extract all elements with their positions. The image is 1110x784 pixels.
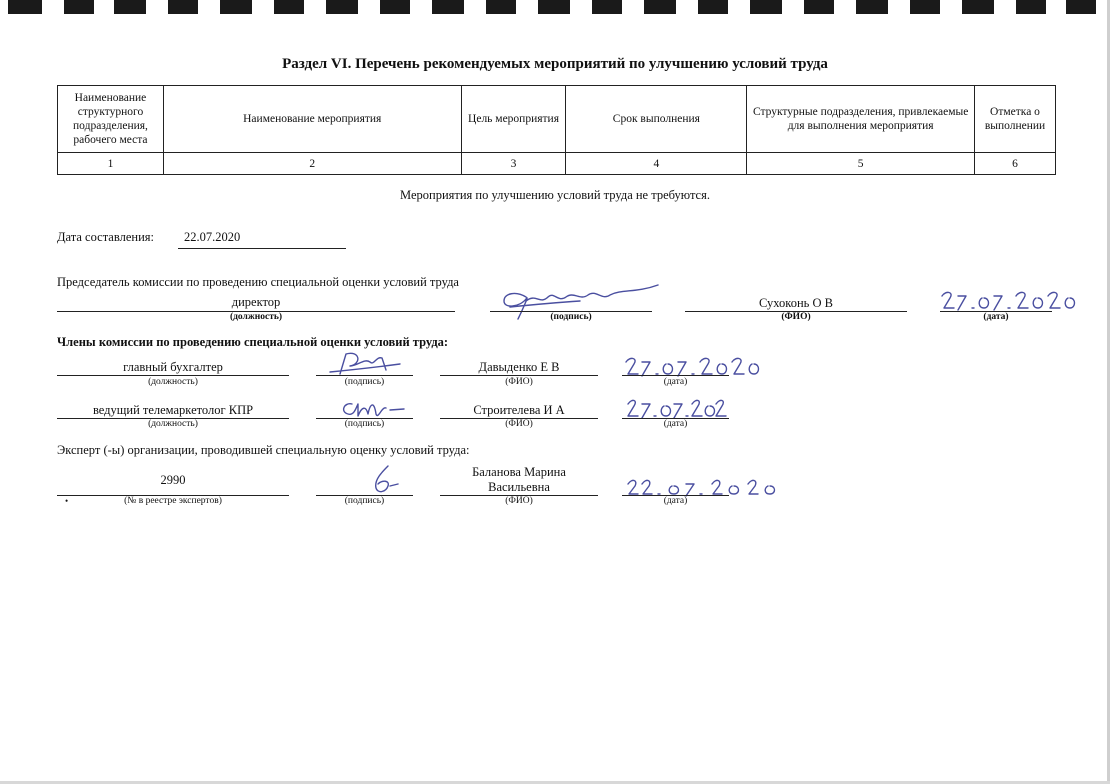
caption-position: (должность) bbox=[148, 419, 198, 429]
header-cell: Структурные подразделения, привлекаемые для выполнения мероприятия bbox=[747, 86, 975, 153]
chairman-heading: Председатель комиссии по проведению специальной оценки условий труда bbox=[57, 275, 459, 289]
member-1-name-line bbox=[440, 375, 598, 376]
member-1-name: Давыденко Е В bbox=[478, 360, 560, 374]
bullet-mark: • bbox=[65, 496, 69, 506]
expert-name-line1: Баланова Марина bbox=[472, 465, 566, 479]
caption-signature: (подпись) bbox=[344, 419, 385, 429]
column-number: 1 bbox=[58, 153, 164, 175]
column-number: 2 bbox=[163, 153, 461, 175]
header-cell: Наименование структурного подразделения, рабочего места bbox=[58, 86, 164, 153]
compiled-date-label: Дата составления: bbox=[57, 230, 154, 244]
no-measures-note: Мероприятия по улучшению условий труда не требуются. bbox=[400, 188, 710, 202]
expert-signature-icon bbox=[360, 462, 410, 496]
expert-name-line2: Васильевна bbox=[488, 480, 550, 494]
table-number-row bbox=[58, 153, 1056, 175]
header-cell: Наименование мероприятия bbox=[163, 86, 461, 153]
caption-signature: (подпись) bbox=[550, 312, 592, 322]
caption-date: (дата) bbox=[983, 312, 1009, 322]
caption-name: (ФИО) bbox=[781, 312, 811, 322]
member-1-position: главный бухгалтер bbox=[123, 360, 223, 374]
caption-date: (дата) bbox=[663, 377, 688, 387]
header-cell: Цель мероприятия bbox=[461, 86, 566, 153]
member-1-date-line bbox=[622, 375, 729, 376]
expert-heading: Эксперт (-ы) организации, проводившей специальную оценку условий труда: bbox=[57, 443, 470, 457]
caption-name: (ФИО) bbox=[505, 377, 533, 387]
caption-date: (дата) bbox=[663, 419, 688, 429]
caption-signature: (подпись) bbox=[344, 377, 385, 387]
chairman-name: Сухоконь О В bbox=[759, 296, 833, 310]
caption-registry: (№ в реестре экспертов) bbox=[124, 496, 222, 506]
column-number: 4 bbox=[566, 153, 747, 175]
caption-signature: (подпись) bbox=[344, 496, 385, 506]
section-title: Раздел VI. Перечень рекомендуемых мероприятий по улучшению условий труда bbox=[282, 56, 828, 72]
caption-date: (дата) bbox=[663, 496, 688, 506]
column-number: 6 bbox=[975, 153, 1056, 175]
member-2-position: ведущий телемаркетолог КПР bbox=[92, 403, 254, 417]
member-1-signature-line bbox=[316, 375, 413, 376]
header-cell: Срок выполнения bbox=[566, 86, 747, 153]
column-number: 5 bbox=[747, 153, 975, 175]
member-1-position-line bbox=[57, 375, 289, 376]
measures-table bbox=[57, 85, 1056, 175]
header-cell: Отметка о выполнении bbox=[975, 86, 1056, 153]
caption-name: (ФИО) bbox=[505, 496, 533, 506]
member-2-name: Строителева И А bbox=[473, 403, 565, 417]
members-heading: Члены комиссии по проведению специальной оценки условий труда: bbox=[57, 335, 449, 349]
caption-name: (ФИО) bbox=[505, 419, 533, 429]
compiled-date-value: 22.07.2020 bbox=[184, 230, 241, 244]
chairman-position: директор bbox=[231, 295, 281, 309]
compiled-date-line bbox=[178, 248, 346, 249]
column-number: 3 bbox=[461, 153, 566, 175]
caption-position: (должность) bbox=[148, 377, 198, 387]
table-header-row bbox=[58, 86, 1056, 153]
expert-registry-number: 2990 bbox=[160, 473, 186, 487]
caption-position: (должность) bbox=[229, 312, 283, 322]
binding-strip bbox=[0, 0, 1110, 18]
